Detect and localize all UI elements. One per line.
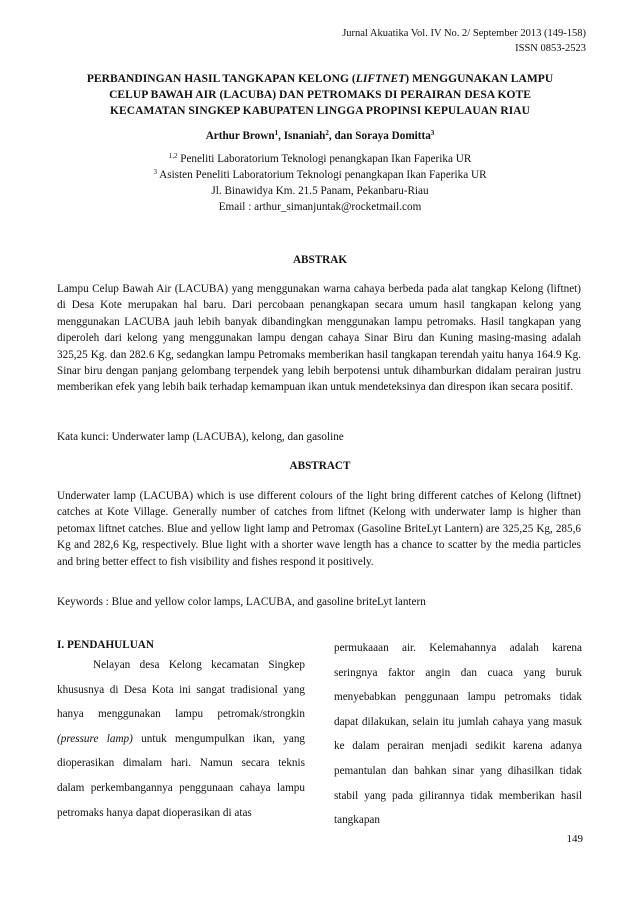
title-line-2: CELUP BAWAH AIR (LACUBA) DAN PETROMAKS DI PERAIRAN DESA KOTE bbox=[109, 89, 531, 101]
author-name: Arthur Brown bbox=[205, 130, 275, 142]
author-name: , dan Soraya Domitta bbox=[328, 130, 431, 142]
section-heading: I. PENDAHULUAN bbox=[57, 639, 154, 651]
author-name: , Isnaniah bbox=[278, 130, 326, 142]
affiliation-1: $^{1,2}$ Peneliti Laboratorium Teknologi penangkapan Ikan Faperika UR bbox=[168, 152, 472, 165]
author-list: Arthur Brown$^1$, Isnaniah$^2$, dan Soraya Domitta$^3$ bbox=[205, 129, 435, 142]
affiliation-2: $^3$ Asisten Peneliti Laboratorium Teknologi penangkapan Ikan Faperika UR bbox=[153, 168, 487, 181]
title-italic: LIFTNET bbox=[355, 73, 406, 85]
abstrak-heading: ABSTRAK bbox=[292, 254, 348, 266]
intro-column-right: permukaaan air. Kelemahannya adalah karena seringnya faktor angin dan cuaca yang buruk menyebabkan penggunaan lampu petromaks tidak dapat dilakukan, selain itu jumlah cahaya yang masuk ke dalam perairan menjadi sedikit karena adanya pemantulan dan bahkan sinar yang dihasilkan tidak stabil yang pada gilirannya tidak memberikan hasil tangkapan bbox=[334, 642, 582, 827]
page-number: 149 bbox=[566, 833, 583, 845]
affiliation-email: Email : arthur_simanjuntak@rocketmail.com bbox=[218, 201, 422, 213]
intro-paragraph: Nelayan desa Kelong kecamatan Singkep khususnya di Desa Kota ini sangat tradisional yang hanya menggunakan lampu petromak/strongkin (pressure lamp) untuk mengumpulkan ikan, yang dioperasikan dimalam hari. Namun secara teknis dalam perkembangannya penggunaan cahaya lampu petromaks hanya dapat dioperasikan di atas bbox=[57, 659, 306, 819]
title-line-1: PERBANDINGAN HASIL TANGKAPAN KELONG (LIFTNET) MENGGUNAKAN LAMPU bbox=[86, 73, 554, 85]
intro-column-left bbox=[57, 637, 305, 825]
abstrak-keywords: Kata kunci: Underwater lamp (LACUBA), kelong, dan gasoline bbox=[57, 431, 344, 443]
paper-title bbox=[56, 71, 584, 119]
journal-header bbox=[342, 26, 586, 56]
title-line-3: KECAMATAN SINGKEP KABUPATEN LINGGA PROPINSI KEPULAUAN RIAU bbox=[110, 105, 530, 117]
abstract-heading: ABSTRACT bbox=[289, 460, 351, 472]
abstract-keywords: Keywords : Blue and yellow color lamps, LACUBA, and gasoline briteLyt lantern bbox=[57, 596, 426, 608]
journal-citation: Jurnal Akuatika Vol. IV No. 2/ September 2013 (149-158) bbox=[342, 28, 586, 39]
italic-term: (pressure lamp) bbox=[57, 732, 133, 745]
abstract-body: Underwater lamp (LACUBA) which is use different colours of the light bring different catches of Kelong (liftnet) catches at Kote Village. Generally number of catches from liftnet (Kelong with underwater lamp is higher than petomax liftnet catches. Blue and yellow light lamp and Petromax (Gasoline BriteLyt Lantern) are 325,25 Kg, 285,6 Kg and 282,6 Kg, respectively. Blue light with a shorter wave length has a chance to scatter by the media particles and bring better effect to fish visibility and fishes respond it positively. bbox=[57, 490, 581, 568]
abstrak-body: Lampu Celup Bawah Air (LACUBA) yang menggunakan warna cahaya berbeda pada alat tangkap Kelong (liftnet) di Desa Kote merupakan hal baru. Dari percobaan penangkapan secara umum hasil tangkapan kelong yang menggunakan LACUBA jauh lebih banyak dibandingkan menggunakan lampu petromaks. Hasil tangkapan yang diperoleh dari kelong yang menggunakan lampu dengan cahaya Sinar Biru dan Kuning masing-masing adalah 325,25 Kg. dan 282.6 Kg, sedangkan lampu Petromaks memberikan hasil tangkapan terendah yaitu hanya 164.9 Kg. Sinar biru dengan panjang gelombang terpendek yang lebih berpotensi untuk dihamburkan didalam perairan justru memberikan efek yang lebih baik terhadap kemampuan ikan untuk mendeteksinya dan direspon ikan secara positif. bbox=[57, 283, 581, 394]
journal-issn: ISSN 0853-2523 bbox=[515, 43, 586, 54]
affiliation-address: Jl. Binawidya Km. 21.5 Panam, Pekanbaru-Riau bbox=[211, 185, 429, 197]
